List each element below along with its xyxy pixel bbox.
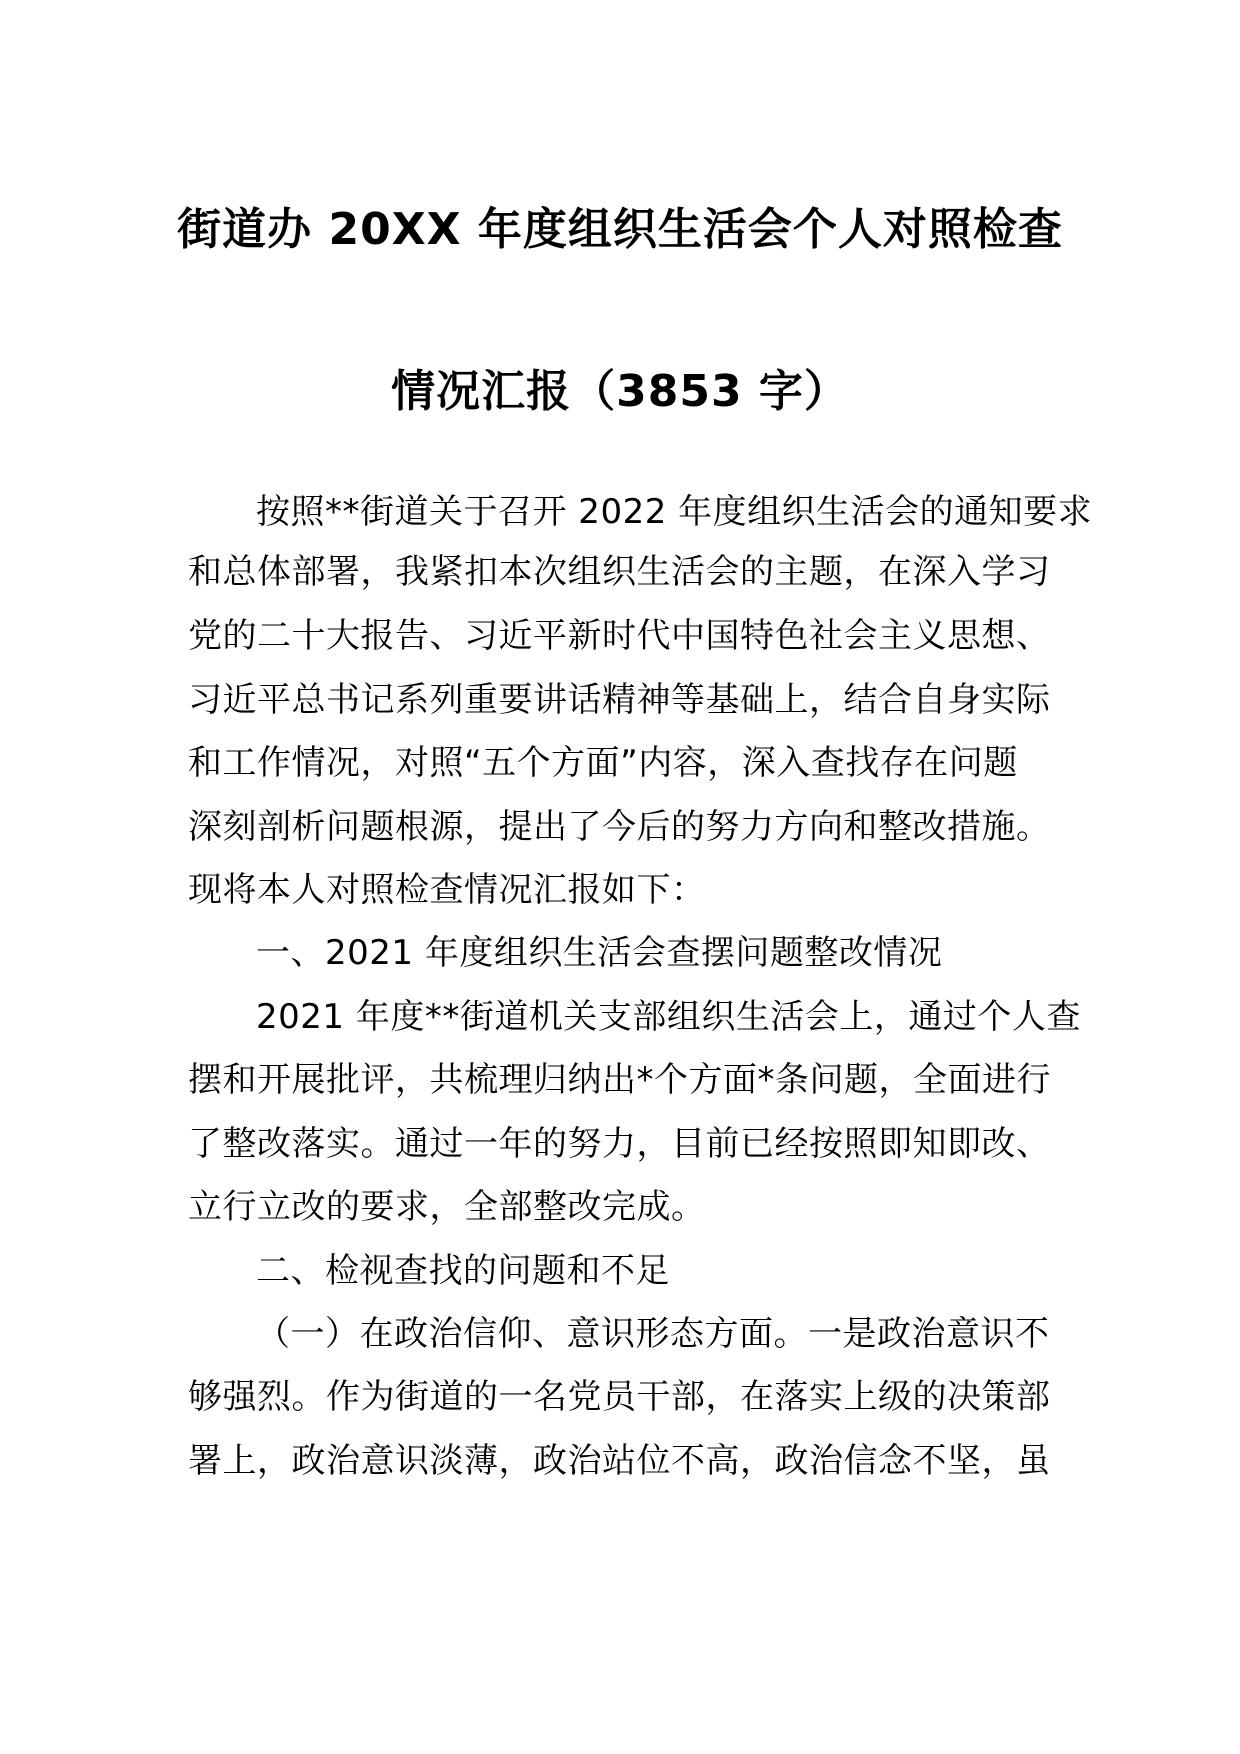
section-heading-1: 一、2021 年度组织生活会查摆问题整改情况 <box>256 933 943 973</box>
paragraph-2-line-1: 2021 年度**街道机关支部组织生活会上，通过个人查 <box>256 997 1081 1037</box>
section-heading-2: 二、检视查找的问题和不足 <box>256 1251 670 1291</box>
paragraph-1-line-1: 按照**街道关于召开 2022 年度组织生活会的通知要求 <box>256 492 1093 532</box>
paragraph-3-line-3: 署上，政治意识淡薄，政治站位不高，政治信念不坚，虽 <box>188 1441 1051 1481</box>
paragraph-1-line-4: 习近平总书记系列重要讲话精神等基础上，结合自身实际 <box>188 680 1051 720</box>
paragraph-3-line-2: 够强烈。作为街道的一名党员干部，在落实上级的决策部 <box>188 1377 1051 1417</box>
paragraph-1-line-5: 和工作情况，对照“五个方面”内容，深入查找存在问题 <box>188 743 1018 783</box>
paragraph-2-line-2: 摆和开展批评，共梳理归纳出*个方面*条问题，全面进行 <box>188 1060 1051 1100</box>
paragraph-3-line-1: （一）在政治信仰、意识形态方面。一是政治意识不 <box>256 1314 1050 1354</box>
paragraph-1-line-3: 党的二十大报告、习近平新时代中国特色社会主义思想、 <box>188 616 1051 656</box>
paragraph-2-line-3: 了整改落实。通过一年的努力，目前已经按照即知即改、 <box>188 1124 1051 1164</box>
paragraph-2-line-4: 立行立改的要求，全部整改完成。 <box>188 1187 706 1227</box>
document-title-line-2: 情况汇报（3853 字） <box>391 366 849 417</box>
paragraph-1-line-7: 现将本人对照检查情况汇报如下： <box>188 870 706 910</box>
paragraph-1-line-6: 深刻剖析问题根源，提出了今后的努力方向和整改措施。 <box>188 807 1051 847</box>
paragraph-1-line-2: 和总体部署，我紧扣本次组织生活会的主题，在深入学习 <box>188 552 1051 592</box>
document-title-line-1: 街道办 20XX 年度组织生活会个人对照检查 <box>177 204 1063 255</box>
